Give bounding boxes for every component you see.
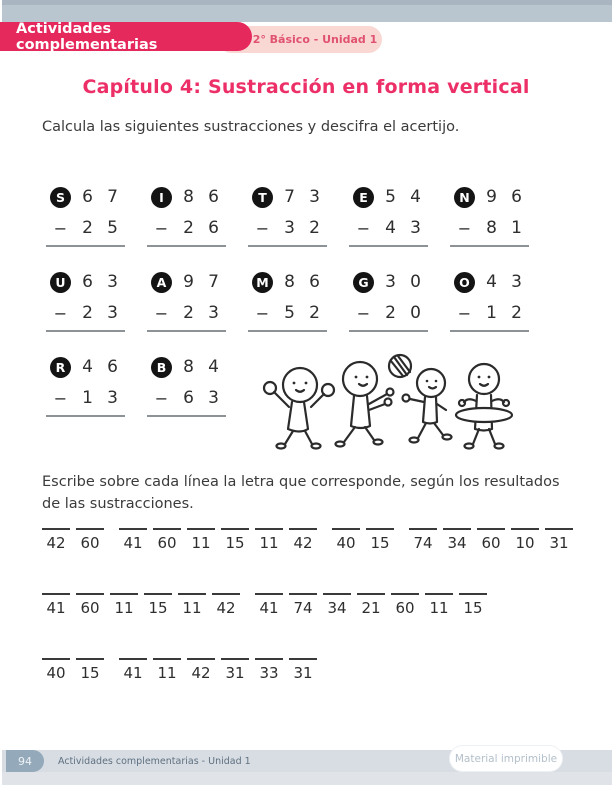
subtrahend-digit: 2 <box>82 218 93 238</box>
answer-group <box>332 528 394 552</box>
subtrahend-digit: 3 <box>107 303 118 323</box>
subtraction-problem <box>147 356 226 417</box>
letter-badge: N <box>454 187 475 208</box>
answer-slot: 15 <box>366 528 394 552</box>
letter-badge: E <box>353 187 374 208</box>
answer-group <box>409 528 573 552</box>
minuend-digit: 8 <box>284 272 295 292</box>
subtrahend-digit: 1 <box>82 388 93 408</box>
minuend-digit: 6 <box>511 187 522 207</box>
answer-slot: 33 <box>255 658 283 682</box>
subtrahend-digit: 2 <box>82 303 93 323</box>
answer-slot: 11 <box>255 528 283 552</box>
answer-slot: 42 <box>187 658 215 682</box>
answer-slot: 21 <box>357 593 385 617</box>
subtraction-problem <box>147 186 226 247</box>
answer-slot: 41 <box>42 593 70 617</box>
answer-slot: 15 <box>221 528 249 552</box>
activities-tab-badge: Actividades complementarias <box>0 22 252 51</box>
minus-sign: − <box>154 303 169 323</box>
answer-slot: 34 <box>443 528 471 552</box>
minuend-digit: 6 <box>107 357 118 377</box>
letter-badge: I <box>151 187 172 208</box>
instruction-line-2: de las sustracciones. <box>42 495 194 512</box>
subtrahend-digit: 3 <box>107 388 118 408</box>
answer-slot: 15 <box>76 658 104 682</box>
minus-sign: − <box>53 388 68 408</box>
minuend-digit: 3 <box>309 187 320 207</box>
subtraction-problem <box>248 186 327 247</box>
answer-slot: 11 <box>110 593 138 617</box>
answer-slot: 11 <box>187 528 215 552</box>
minus-sign: − <box>255 303 270 323</box>
minus-sign: − <box>356 218 371 238</box>
minuend-digit: 3 <box>511 272 522 292</box>
minuend-digit: 4 <box>410 187 421 207</box>
page-number-badge: 94 <box>6 750 44 772</box>
subtrahend-digit: 0 <box>410 303 421 323</box>
minus-sign: − <box>154 218 169 238</box>
minuend-digit: 6 <box>208 187 219 207</box>
minuend-digit: 7 <box>284 187 295 207</box>
subtrahend-digit: 3 <box>410 218 421 238</box>
answer-slot: 42 <box>212 593 240 617</box>
footer-label: Actividades complementarias - Unidad 1 <box>58 755 251 767</box>
minuend-digit: 6 <box>82 187 93 207</box>
subtraction-problem <box>450 271 529 332</box>
letter-badge: T <box>252 187 273 208</box>
subtrahend-digit: 2 <box>183 218 194 238</box>
subtrahend-digit: 6 <box>183 388 194 408</box>
answer-slot: 40 <box>332 528 360 552</box>
subtrahend-digit: 1 <box>486 303 497 323</box>
minuend-digit: 7 <box>107 187 118 207</box>
subtrahend-digit: 3 <box>284 218 295 238</box>
letter-badge: B <box>151 357 172 378</box>
children-playing-illustration <box>258 352 516 452</box>
answer-slot: 60 <box>153 528 181 552</box>
subtrahend-digit: 2 <box>309 303 320 323</box>
answer-slot: 42 <box>42 528 70 552</box>
minuend-digit: 7 <box>208 272 219 292</box>
minuend-digit: 8 <box>183 357 194 377</box>
answer-row <box>42 593 487 617</box>
subtrahend-digit: 2 <box>183 303 194 323</box>
minus-sign: − <box>255 218 270 238</box>
minuend-digit: 6 <box>309 272 320 292</box>
subtraction-problem <box>147 271 226 332</box>
minuend-digit: 9 <box>183 272 194 292</box>
answer-slot: 60 <box>391 593 419 617</box>
answer-slot: 11 <box>425 593 453 617</box>
answer-slot: 40 <box>42 658 70 682</box>
answer-slot: 31 <box>289 658 317 682</box>
subtrahend-digit: 1 <box>511 218 522 238</box>
answer-slot: 41 <box>119 528 147 552</box>
subtrahend-digit: 4 <box>385 218 396 238</box>
letter-badge: U <box>50 272 71 293</box>
answer-row <box>42 658 317 682</box>
answer-slot: 34 <box>323 593 351 617</box>
subtraction-problem <box>46 271 125 332</box>
letter-badge: G <box>353 272 374 293</box>
answer-slot: 74 <box>289 593 317 617</box>
answer-slot: 15 <box>144 593 172 617</box>
subtrahend-digit: 2 <box>385 303 396 323</box>
subtrahend-digit: 5 <box>284 303 295 323</box>
answer-group <box>255 593 487 617</box>
minus-sign: − <box>53 218 68 238</box>
subtrahend-digit: 3 <box>208 388 219 408</box>
answer-slot: 41 <box>255 593 283 617</box>
minuend-digit: 5 <box>385 187 396 207</box>
printable-badge: Material imprimible <box>450 746 562 771</box>
minus-sign: − <box>457 303 472 323</box>
top-accent-bar <box>2 0 612 22</box>
subtraction-problem <box>450 186 529 247</box>
subtraction-problems-row <box>46 271 571 332</box>
chapter-title: Capítulo 4: Sustracción en forma vertical <box>82 76 530 98</box>
answer-slot: 11 <box>153 658 181 682</box>
subtraction-problem <box>349 271 428 332</box>
instruction-write-letters <box>42 472 567 516</box>
minuend-digit: 8 <box>183 187 194 207</box>
answer-row <box>42 528 573 552</box>
minuend-digit: 0 <box>410 272 421 292</box>
instruction-line-1: Escribe sobre cada línea la letra que corresponde, según los resultados <box>42 474 560 490</box>
subtrahend-digit: 2 <box>309 218 320 238</box>
minuend-digit: 9 <box>486 187 497 207</box>
minus-sign: − <box>53 303 68 323</box>
subtrahend-digit: 2 <box>511 303 522 323</box>
subtraction-problem <box>46 186 125 247</box>
answer-slot: 31 <box>545 528 573 552</box>
subtrahend-digit: 6 <box>208 218 219 238</box>
answer-slot: 74 <box>409 528 437 552</box>
answer-slot: 42 <box>289 528 317 552</box>
minuend-digit: 4 <box>82 357 93 377</box>
answer-slot: 11 <box>178 593 206 617</box>
answer-slot: 41 <box>119 658 147 682</box>
minuend-digit: 6 <box>82 272 93 292</box>
minus-sign: − <box>154 388 169 408</box>
answer-slot: 60 <box>76 593 104 617</box>
subtrahend-digit: 5 <box>107 218 118 238</box>
answer-group <box>119 658 317 682</box>
answer-group <box>42 528 104 552</box>
answer-group <box>119 528 317 552</box>
answer-slot: 10 <box>511 528 539 552</box>
minuend-digit: 4 <box>208 357 219 377</box>
answer-slot: 15 <box>459 593 487 617</box>
subtrahend-digit: 3 <box>208 303 219 323</box>
minus-sign: − <box>356 303 371 323</box>
minuend-digit: 3 <box>107 272 118 292</box>
subtraction-problem <box>248 271 327 332</box>
answer-slot: 60 <box>477 528 505 552</box>
answer-slot: 31 <box>221 658 249 682</box>
bottom-strip <box>2 772 612 785</box>
minuend-digit: 4 <box>486 272 497 292</box>
grade-unit-badge: 2° Básico - Unidad 1 <box>218 26 382 53</box>
subtraction-problem <box>46 356 125 417</box>
instruction-calculate: Calcula las siguientes sustracciones y descifra el acertijo. <box>42 119 460 135</box>
letter-badge: A <box>151 272 172 293</box>
letter-badge: S <box>50 187 71 208</box>
subtrahend-digit: 8 <box>486 218 497 238</box>
letter-badge: O <box>454 272 475 293</box>
answer-slot: 60 <box>76 528 104 552</box>
subtraction-problems-row <box>46 186 571 247</box>
subtraction-problem <box>349 186 428 247</box>
letter-badge: M <box>252 272 273 293</box>
minuend-digit: 3 <box>385 272 396 292</box>
letter-badge: R <box>50 357 71 378</box>
answer-group <box>42 658 104 682</box>
minus-sign: − <box>457 218 472 238</box>
answer-group <box>42 593 240 617</box>
